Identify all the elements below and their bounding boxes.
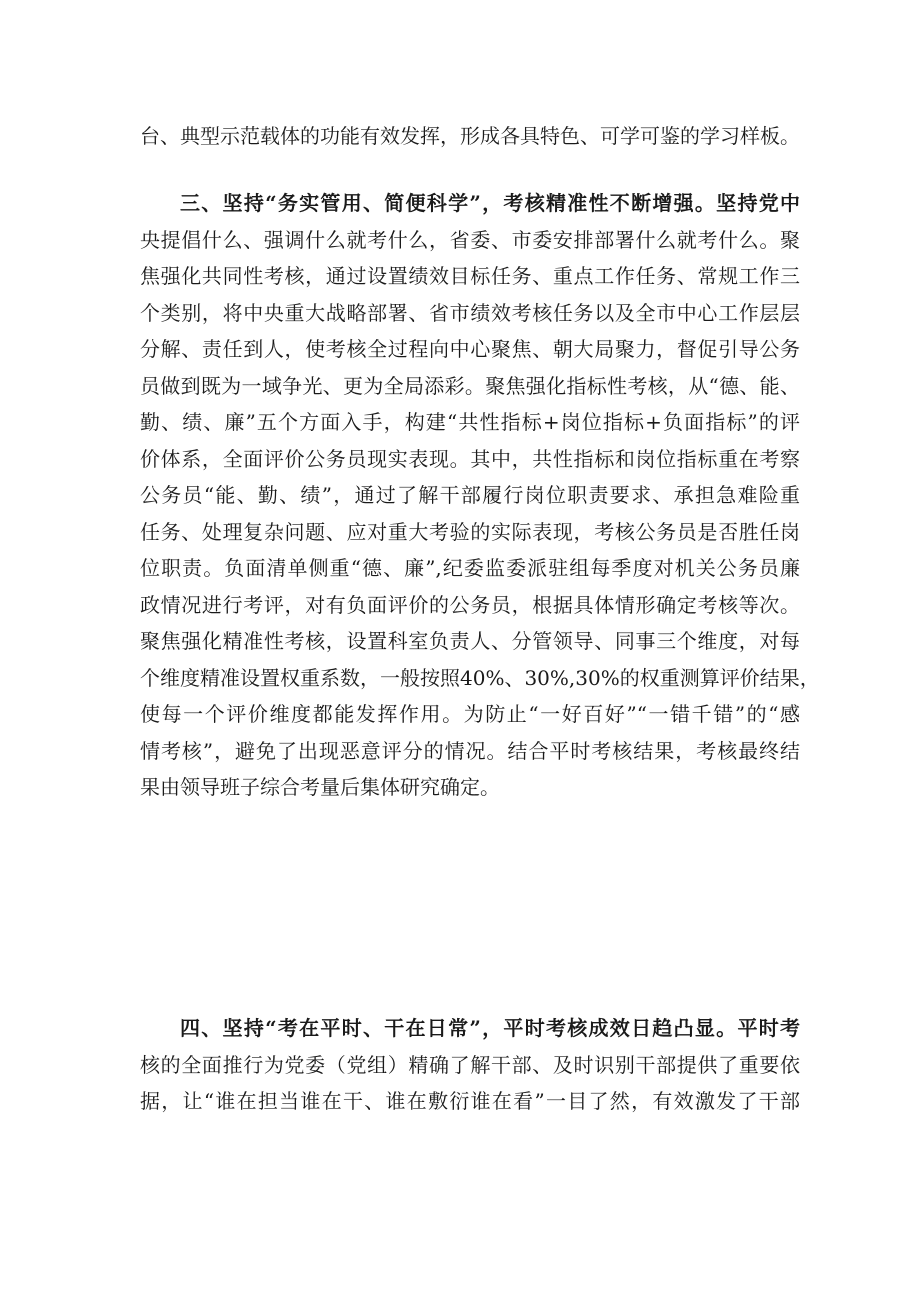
heading-continuation: 平时考 [737, 1016, 801, 1040]
paragraph-line: 个维度精准设置权重系数，一般按照40%、30%,30%的权重测算评价结果， [140, 665, 820, 690]
paragraph-line: 核的全面推行为党委（党组）精确了解干部、及时识别干部提供了重要依 [140, 1052, 800, 1077]
paragraph-line: 政情况进行考评，对有负面评价的公务员，根据具体情形确定考核等次。 [140, 592, 800, 617]
paragraph-line: 台、典型示范载体的功能有效发挥，形成各具特色、可学可鉴的学习样板。 [140, 124, 800, 148]
paragraph-line: 分解、责任到人，使考核全过程向中心聚焦、朝大局聚力，督促引导公务 [140, 337, 800, 361]
paragraph-line: 勤、绩、廉”五个方面入手，构建“共性指标+岗位指标+负面指标”的评 [140, 410, 800, 434]
heading-continuation: 坚持党中 [716, 191, 800, 215]
paragraph-first-line [140, 185, 800, 222]
paragraph-line: 据，让“谁在担当谁在干、谁在敷衍谁在看”一目了然，有效激发了干部 [140, 1089, 800, 1113]
paragraph-line: 员做到既为一域争光、更为全局添彩。聚焦强化指标性考核，从“德、能、 [140, 373, 800, 398]
section-heading-3: 三、坚持“务实管用、简便科学”，考核精准性不断增强。 [180, 191, 717, 215]
paragraph-line: 任务、处理复杂问题、应对重大考验的实际表现，考核公务员是否胜任岗 [140, 519, 800, 544]
paragraph-line: 聚焦强化精准性考核，设置科室负责人、分管领导、同事三个维度，对每 [140, 629, 800, 653]
paragraph-first-line [140, 1010, 800, 1047]
paragraph-line: 央提倡什么、强调什么就考什么，省委、市委安排部署什么就考什么。聚 [140, 227, 800, 252]
paragraph-last-line: 果由领导班子综合考量后集体研究确定。 [140, 775, 500, 799]
paragraph-line: 使每一个评价维度都能发挥作用。为防止“一好百好”“一错千错”的“感 [140, 702, 800, 726]
paragraph-3 [140, 1010, 800, 1120]
section-heading-4: 四、坚持“考在平时、干在日常”，平时考核成效日趋凸显。 [180, 1016, 738, 1040]
paragraph-line: 情考核”，避免了出现恶意评分的情况。结合平时考核结果，考核最终结 [140, 738, 800, 763]
paragraph-line: 价体系，全面评价公务员现实表现。其中，共性指标和岗位指标重在考察 [140, 446, 800, 471]
paragraph-2 [140, 185, 820, 806]
paragraph-line: 公务员“能、勤、绩”，通过了解干部履行岗位职责要求、承担急难险重 [140, 483, 800, 507]
paragraph-line: 位职责。负面清单侧重“德、廉”,纪委监委派驻组每季度对机关公务员廉 [140, 556, 800, 580]
paragraph-line: 个类别，将中央重大战略部署、省市绩效考核任务以及全市中心工作层层 [140, 300, 800, 325]
paragraph-line: 焦强化共同性考核，通过设置绩效目标任务、重点工作任务、常规工作三 [140, 264, 800, 288]
paragraph-1 [140, 118, 800, 155]
